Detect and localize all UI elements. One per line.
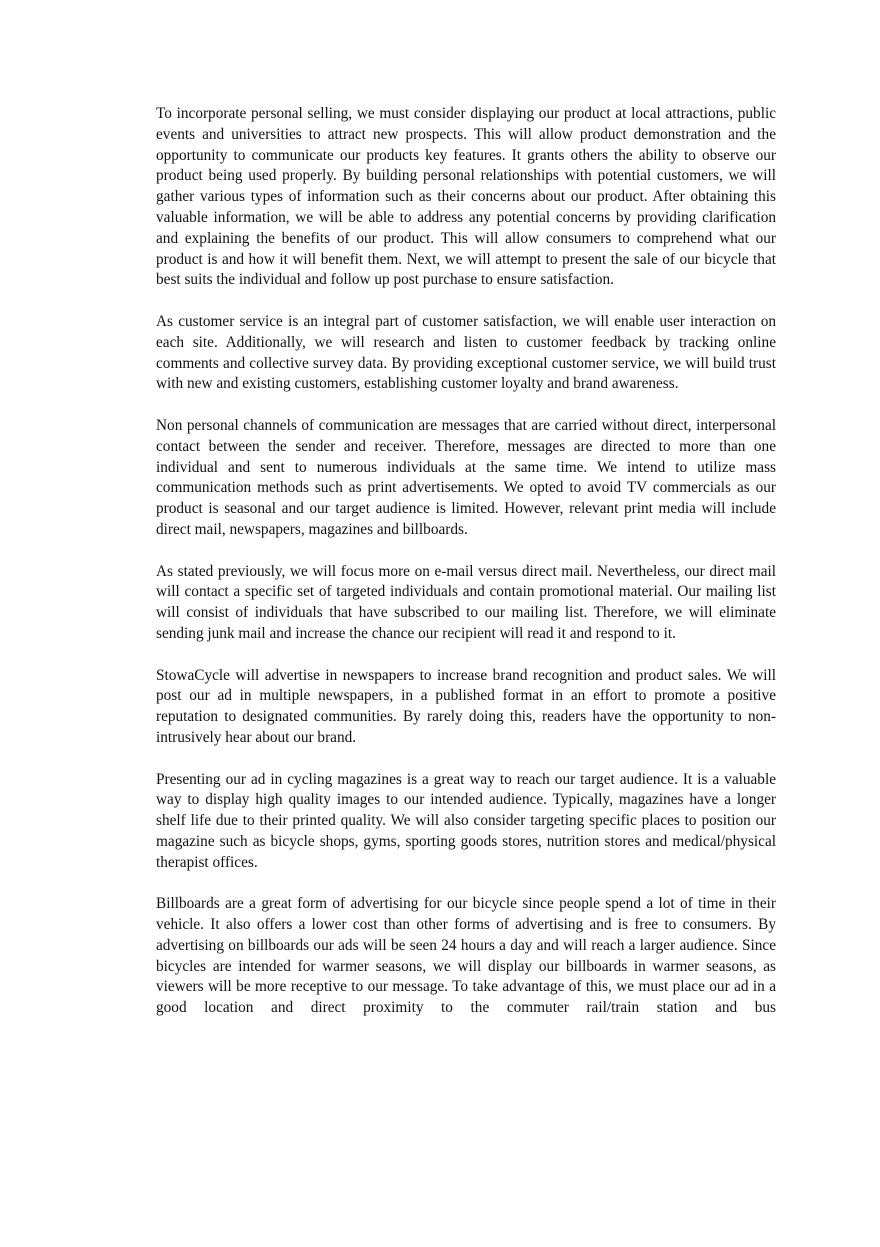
- paragraph-personal-selling: To incorporate personal selling, we must consider displaying our product at local attractions, public events and universities to attract new prospects. This will allow product demonstration and the opportunity to communicate our products key features. It grants others the ability to observe our product being used properly. By building personal relationships with potential customers, we will gather various types of information such as their concerns about our product. After obtaining this valuable information, we will be able to address any potential concerns by providing clarification and explaining the benefits of our product. This will allow consumers to comprehend what our product is and how it will benefit them. Next, we will attempt to present the sale of our bicycle that best suits the individual and follow up post purchase to ensure satisfaction.: [156, 105, 776, 289]
- paragraph-newspapers: StowaCycle will advertise in newspapers to increase brand recognition and product sales. We will post our ad in multiple newspapers, in a published format in an effort to promote a positive reputation to designated communities. By rarely doing this, readers have the opportunity to non-intrusively hear about our brand.: [156, 666, 776, 746]
- paragraph-direct-mail: As stated previously, we will focus more on e-mail versus direct mail. Nevertheless, our direct mail will contact a specific set of targeted individuals and contain promotional material. Our mailing list will consist of individuals that have subscribed to our mailing list. Therefore, we will eliminate sending junk mail and increase the chance our recipient will read it and respond to it.: [156, 562, 776, 642]
- paragraph-customer-service: As customer service is an integral part of customer satisfaction, we will enable user interaction on each site. Additionally, we will research and listen to customer feedback by tracking online comments and collective survey data. By providing exceptional customer service, we will build trust with new and existing customers, establishing customer loyalty and brand awareness.: [156, 312, 776, 393]
- paragraph-billboards: Billboards are a great form of advertising for our bicycle since people spend a lot of time in their vehicle. It also offers a lower cost than other forms of advertising and is free to consumers. By advertising on billboards our ads will be seen 24 hours a day and will reach a larger audience. Since bicycles are intended for warmer seasons, we will display our billboards in warmer seasons, as viewers will be more receptive to our message. To take advantage of this, we must place our ad in a good location and direct proximity to the commuter rail/train station and bus: [156, 895, 776, 1017]
- body-text: [156, 104, 776, 1040]
- paragraph-magazines: Presenting our ad in cycling magazines is a great way to reach our target audience. It is a valuable way to display high quality images to our intended audience. Typically, magazines have a longer shelf life due to their printed quality. We will also consider targeting specific places to position our magazine such as bicycle shops, gyms, sporting goods stores, nutrition stores and medical/physical therapist offices.: [156, 770, 776, 871]
- paragraph-non-personal-channels: Non personal channels of communication are messages that are carried without direct, interpersonal contact between the sender and receiver. Therefore, messages are directed to more than one individual and sent to numerous individuals at the same time. We intend to utilize mass communication methods such as print advertisements. We opted to avoid TV commercials as our product is seasonal and our target audience is limited. However, relevant print media will include direct mail, newspapers, magazines and billboards.: [156, 416, 776, 538]
